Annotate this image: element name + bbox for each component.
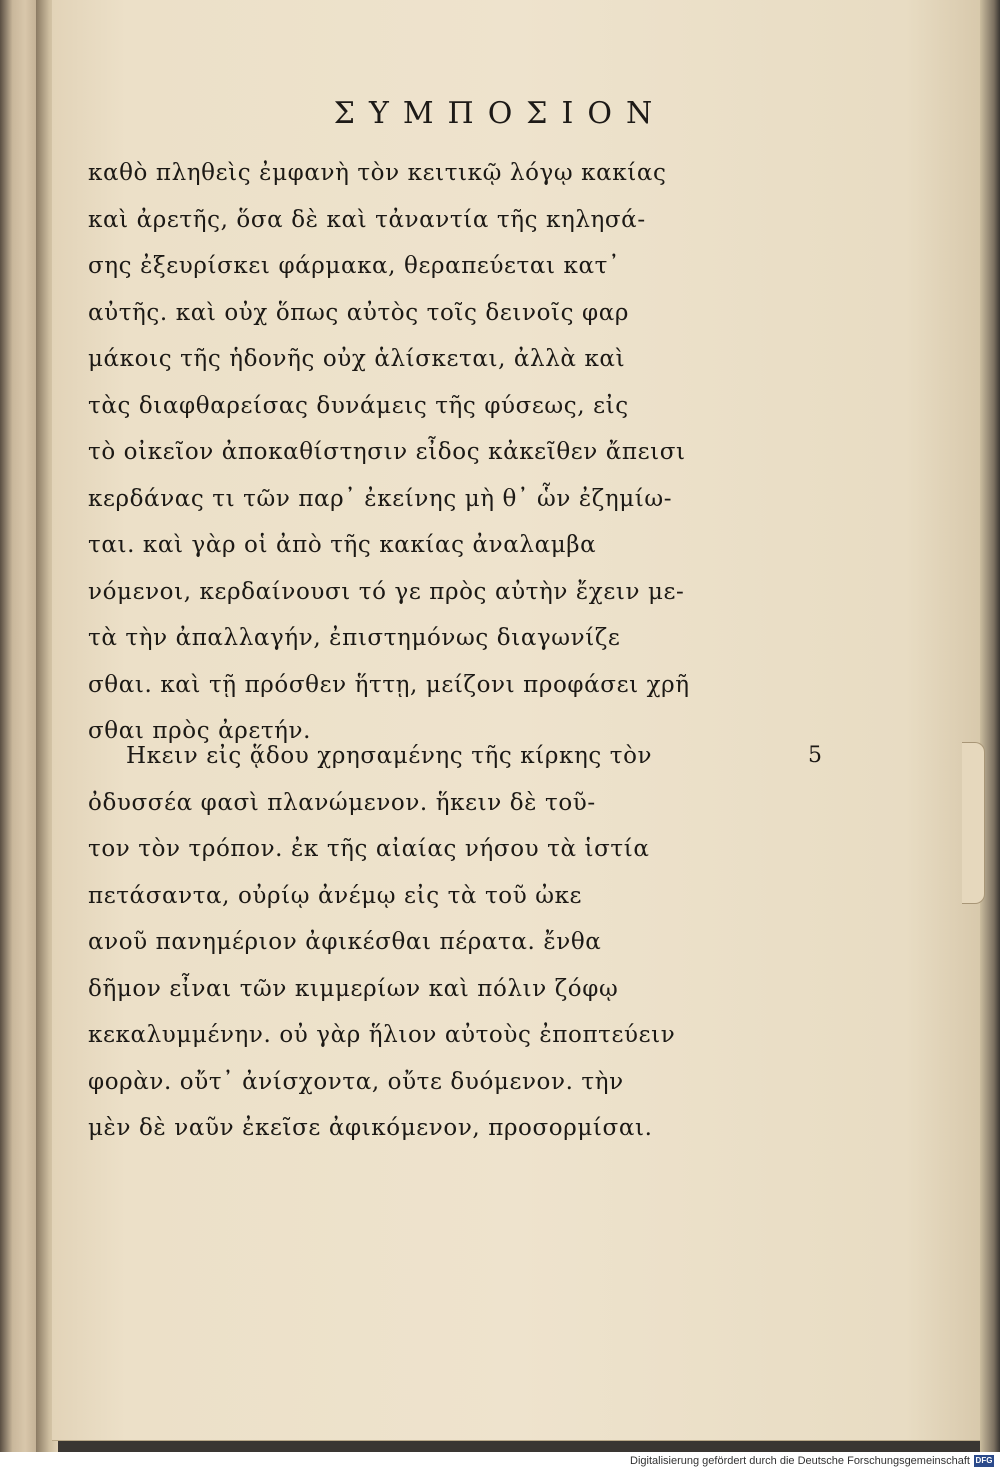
paragraph-2 <box>88 733 778 1152</box>
text-line: κερδάνας τι τῶν παρ᾿ ἐκείνης μὴ θ᾿ ὧν ἐζημίω- <box>88 485 673 512</box>
text-line: τὰς διαφθαρείσας δυνάμεις τῆς φύσεως, εἰς <box>88 392 629 419</box>
text-line: ὀδυσσέα φασὶ πλανώμενον. ἥκειν δὲ τοῦ- <box>88 789 596 816</box>
text-line: σθαι. καὶ τῇ πρόσθεν ἥττῃ, μείζονι προφάσει χρῆ <box>88 671 690 698</box>
text-line: σθαι πρὸς ἀρετήν. <box>88 718 312 744</box>
text-line: σης ἐξευρίσκει φάρμακα, θεραπεύεται κατ᾿ <box>88 253 621 279</box>
text-line: μὲν δὲ ναῦν ἐκεῖσε ἀφικόμενον, προσορμίσαι. <box>88 1115 653 1141</box>
text-line: Ηκειν εἰς ᾅδου χρησαμένης τῆς κίρκης τὸν <box>126 743 653 769</box>
text-line: καὶ ἀρετῆς, ὅσα δὲ καὶ τἀναντία τῆς κηλησά- <box>88 206 646 233</box>
text-line: ανοῦ πανημέριον ἀφικέσθαι πέρατα. ἔνθα <box>88 929 602 955</box>
text-line: φορὰν. οὔτ᾿ ἀνίσχοντα, οὔτε δυόμενον. τὴν <box>88 1068 624 1095</box>
text-line: καθὸ πληθεὶς ἐμφανὴ τὸν κειτικῷ λόγῳ κακίας <box>88 160 667 186</box>
text-line: δῆμον εἶναι τῶν κιμμερίων καὶ πόλιν ζόφῳ <box>88 975 619 1002</box>
text-line: κεκαλυμμένην. οὐ γὰρ ἥλιον αὐτοὺς ἐποπτεύειν <box>88 1022 676 1048</box>
dfg-logo: DFG <box>975 1456 993 1465</box>
text-line: ται. καὶ γὰρ οἱ ἀπὸ τῆς κακίας ἀναλαμβα <box>88 532 597 558</box>
page-tab-marker <box>962 742 985 904</box>
text-line: μάκοις τῆς ἡδονῆς οὐχ ἁλίσκεται, ἀλλὰ καὶ <box>88 346 626 372</box>
text-line: τον τὸν τρόπον. ἐκ τῆς αἰαίας νήσου τὰ ἱστία <box>88 836 650 862</box>
text-line: αὐτῆς. καὶ οὐχ ὅπως αὐτὸς τοῖς δεινοῖς φαρ <box>88 299 629 326</box>
text-line: τὰ τὴν ἀπαλλαγήν, ἐπιστημόνως διαγωνίζε <box>88 625 621 651</box>
text-line: τὸ οἰκεῖον ἀποκαθίστησιν εἶδος κἀκεῖθεν ἄπεισι <box>88 439 686 465</box>
digitization-credit: Digitalisierung gefördert durch die Deutsche Forschungsgemeinschaft <box>630 1455 970 1467</box>
right-page-edge <box>980 0 1000 1452</box>
paragraph-1 <box>88 150 778 755</box>
text-line: νόμενοι, κερδαίνουσι τό γε πρὸς αὐτὴν ἔχειν με- <box>88 578 685 605</box>
margin-note: 5 <box>808 743 822 768</box>
text-line: πετάσαντα, οὐρίῳ ἀνέμῳ εἰς τὰ τοῦ ὠκε <box>88 882 583 909</box>
running-head: ΣΥΜΠΟΣΙΟΝ <box>333 96 667 131</box>
